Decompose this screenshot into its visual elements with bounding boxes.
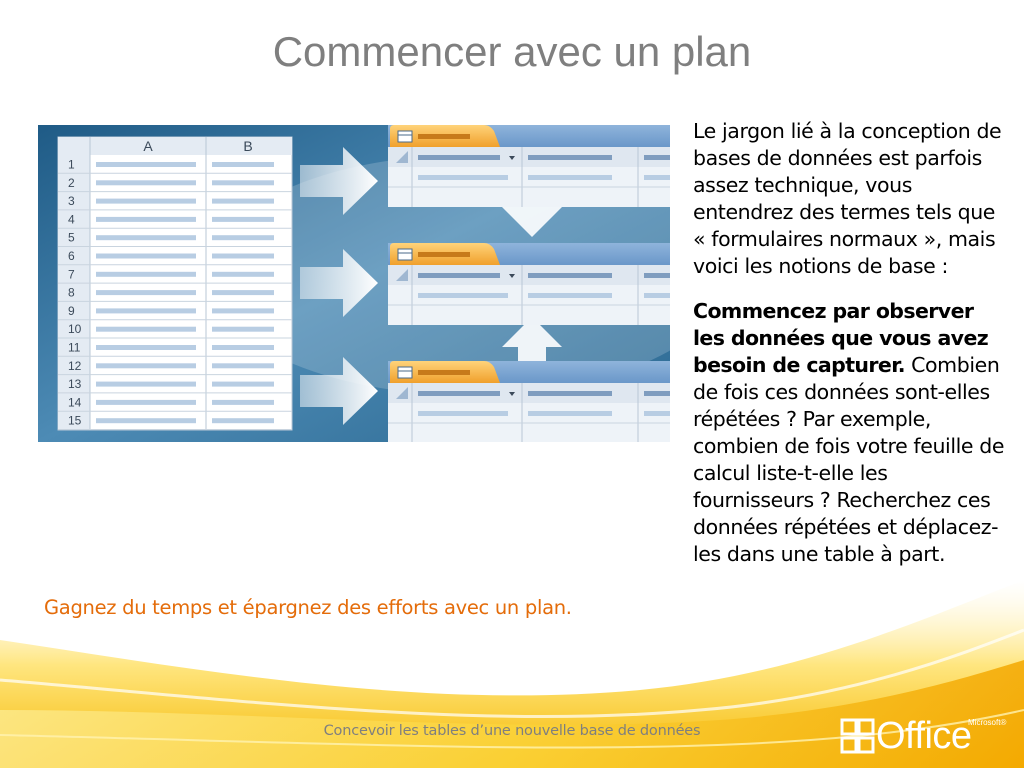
cell-placeholder-bar	[212, 199, 274, 204]
field-name-bar	[644, 391, 670, 396]
table-icon	[398, 367, 412, 378]
row-number: 1	[68, 157, 75, 172]
row-number: 13	[68, 377, 82, 392]
cell-placeholder-bar	[96, 418, 196, 423]
row-number: 5	[68, 230, 75, 245]
cell-placeholder-bar	[96, 235, 196, 240]
row-number: 9	[68, 303, 75, 318]
cell-placeholder-bar	[96, 254, 196, 259]
row-number: 6	[68, 249, 75, 263]
row-number: 11	[68, 340, 81, 355]
cell-placeholder-bar	[96, 290, 196, 295]
database-table-windows	[388, 125, 670, 442]
illustration-caption: Gagnez du temps et épargnez des efforts avec un plan.	[44, 596, 572, 619]
row-number: 15	[68, 413, 82, 428]
cell-placeholder-bar	[418, 293, 508, 298]
row-number: 10	[68, 322, 82, 337]
cell-placeholder-bar	[96, 272, 196, 277]
field-name-bar	[644, 155, 670, 160]
row-number: 2	[68, 175, 75, 190]
cell-placeholder-bar	[96, 162, 196, 167]
table-tab-label-bar	[418, 370, 470, 375]
cell-placeholder-bar	[212, 327, 274, 332]
cell-placeholder-bar	[212, 272, 274, 277]
table-tab-label-bar	[418, 134, 470, 139]
footer-text: Concevoir les tables d’une nouvelle base de données	[323, 723, 701, 739]
spreadsheet-to-tables-illustration	[38, 125, 670, 442]
spreadsheet-graphic	[58, 137, 292, 430]
cell-placeholder-bar	[528, 411, 612, 416]
cell-placeholder-bar	[212, 254, 274, 259]
office-logo	[840, 712, 1012, 760]
cell-placeholder-bar	[418, 175, 508, 180]
detail-text: Combien de fois ces données sont-elles répétées ? Par exemple, combien de fois votre feuille de calcul liste-t-elle les fournisseurs ? Recherchez ces données répétées et déplacez-les dans une table à part.	[693, 353, 1005, 566]
field-name-bar	[418, 391, 500, 396]
row-number: 14	[68, 395, 82, 410]
cell-placeholder-bar	[418, 411, 508, 416]
body-text	[693, 118, 1011, 568]
cell-placeholder-bar	[212, 382, 274, 387]
cell-placeholder-bar	[644, 411, 670, 416]
column-header-a: A	[143, 138, 153, 154]
row-number: 7	[68, 267, 75, 282]
office-logo-word: Office	[876, 715, 972, 757]
cell-placeholder-bar	[212, 400, 274, 405]
cell-placeholder-bar	[528, 293, 612, 298]
cell-placeholder-bar	[212, 308, 274, 313]
cell-placeholder-bar	[212, 180, 274, 185]
office-logo-icon	[840, 712, 876, 760]
cell-placeholder-bar	[212, 235, 274, 240]
cell-placeholder-bar	[212, 345, 274, 350]
intro-paragraph: Le jargon lié à la conception de bases de données est parfois assez technique, vous entendrez des termes tels que « formulaires normaux », mais voici les notions de base :	[693, 119, 1002, 278]
cell-placeholder-bar	[96, 363, 196, 368]
row-number: 12	[68, 358, 82, 373]
table-icon	[398, 249, 412, 260]
cell-placeholder-bar	[96, 199, 196, 204]
bold-lead-text: Commencez par observer les données que vous avez besoin de capturer.	[693, 299, 989, 377]
cell-placeholder-bar	[212, 418, 274, 423]
field-name-bar	[528, 391, 612, 396]
cell-placeholder-bar	[96, 345, 196, 350]
field-name-bar	[644, 273, 670, 278]
cell-placeholder-bar	[212, 217, 274, 222]
row-number: 8	[68, 285, 75, 300]
detail-paragraph	[693, 298, 1011, 568]
cell-placeholder-bar	[96, 308, 196, 313]
column-header-b: B	[243, 138, 253, 154]
table-tab-label-bar	[418, 252, 470, 257]
office-logo-brand: Microsoft®	[968, 718, 1007, 727]
cell-placeholder-bar	[96, 400, 196, 405]
cell-placeholder-bar	[96, 180, 196, 185]
cell-placeholder-bar	[212, 290, 274, 295]
table-icon	[398, 131, 412, 142]
cell-placeholder-bar	[96, 327, 196, 332]
field-name-bar	[528, 273, 612, 278]
row-number: 4	[68, 212, 75, 227]
field-name-bar	[528, 155, 612, 160]
cell-placeholder-bar	[644, 175, 670, 180]
cell-placeholder-bar	[96, 217, 196, 222]
cell-placeholder-bar	[212, 363, 274, 368]
field-name-bar	[418, 273, 500, 278]
field-name-bar	[418, 155, 500, 160]
cell-placeholder-bar	[212, 162, 274, 167]
slide-title: Commencer avec un plan	[272, 28, 752, 75]
row-number: 3	[68, 194, 75, 209]
cell-placeholder-bar	[644, 293, 670, 298]
cell-placeholder-bar	[528, 175, 612, 180]
cell-placeholder-bar	[96, 382, 196, 387]
